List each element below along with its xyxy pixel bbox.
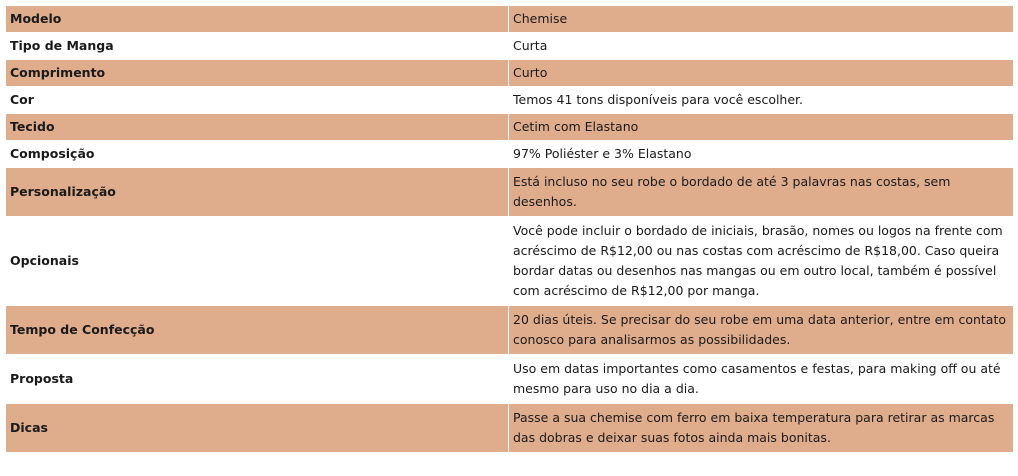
spec-label: Dicas — [6, 404, 509, 453]
spec-value: 97% Poliéster e 3% Elastano — [509, 141, 1014, 168]
spec-label: Tecido — [6, 114, 509, 141]
spec-label: Composição — [6, 141, 509, 168]
table-row — [6, 60, 1014, 87]
spec-label: Proposta — [6, 355, 509, 404]
spec-label: Comprimento — [6, 60, 509, 87]
spec-value: 20 dias úteis. Se precisar do seu robe em uma data anterior, entre em contato conosco para analisarmos as possibilidades. — [509, 306, 1014, 355]
spec-value: Passe a sua chemise com ferro em baixa temperatura para retirar as marcas das dobras e deixar suas fotos ainda mais bonitas. — [509, 404, 1014, 453]
spec-value: Está incluso no seu robe o bordado de até 3 palavras nas costas, sem desenhos. — [509, 168, 1014, 217]
spec-value: Uso em datas importantes como casamentos e festas, para making off ou até mesmo para uso no dia a dia. — [509, 355, 1014, 404]
table-row — [6, 404, 1014, 453]
spec-value: Curto — [509, 60, 1014, 87]
spec-label: Tempo de Confecção — [6, 306, 509, 355]
spec-label: Tipo de Manga — [6, 33, 509, 60]
spec-value: Você pode incluir o bordado de iniciais, brasão, nomes ou logos na frente com acréscimo de R$12,00 ou nas costas com acréscimo de R$18,00. Caso queira bordar datas ou desenhos nas mangas ou em outro local, também é possível com acréscimo de R$12,00 por manga. — [509, 217, 1014, 306]
spec-label: Opcionais — [6, 217, 509, 306]
table-row — [6, 217, 1014, 306]
table-row — [6, 6, 1014, 33]
table-row — [6, 33, 1014, 60]
table-row — [6, 306, 1014, 355]
spec-value: Cetim com Elastano — [509, 114, 1014, 141]
spec-label: Cor — [6, 87, 509, 114]
table-row — [6, 168, 1014, 217]
spec-label: Personalização — [6, 168, 509, 217]
spec-value: Chemise — [509, 6, 1014, 33]
table-row — [6, 87, 1014, 114]
spec-value: Curta — [509, 33, 1014, 60]
spec-label: Modelo — [6, 6, 509, 33]
table-row — [6, 114, 1014, 141]
product-specs-table — [5, 5, 1014, 453]
table-row — [6, 355, 1014, 404]
table-row — [6, 141, 1014, 168]
spec-value: Temos 41 tons disponíveis para você escolher. — [509, 87, 1014, 114]
